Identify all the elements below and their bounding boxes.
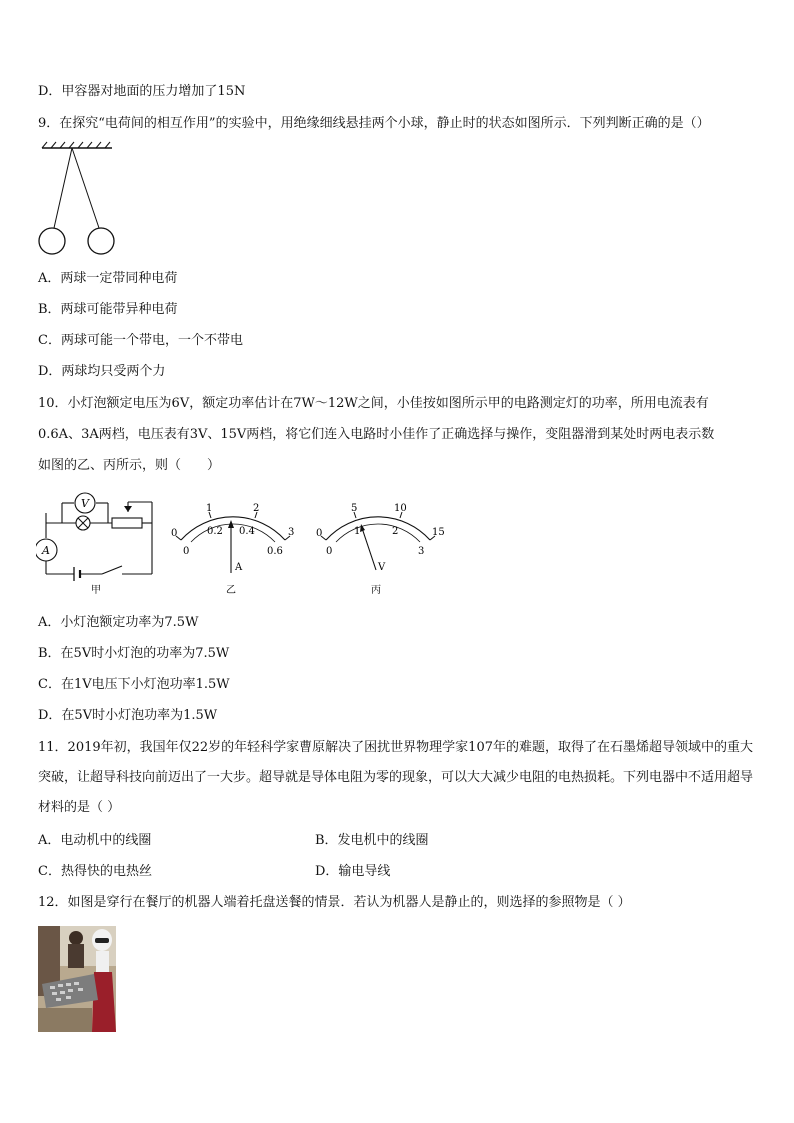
q9-option-b: B．两球可能带异种电荷 [38, 302, 178, 317]
q10-option-c: C．在1V电压下小灯泡功率1.5W [38, 677, 230, 692]
q10-option-b: B．在5V时小灯泡的功率为7.5W [38, 646, 230, 661]
voltmeter-caption: 丙 [371, 585, 381, 596]
voltmeter-inner-tick-3: 3 [418, 546, 425, 557]
q11-option-a: A．电动机中的线圈 [38, 833, 152, 848]
q9-option-d: D．两球均只受两个力 [38, 364, 166, 379]
q8-option-d: D．甲容器对地面的压力增加了15N [38, 84, 246, 99]
q12-stem: 12．如图是穿行在餐厅的机器人端着托盘送餐的情景．若认为机器人是静止的，则选择的参照物是（ ） [38, 895, 631, 910]
q11-stem: 11．2019年初，我国年仅22岁的年轻科学家曹原解决了困扰世界物理学家107年的难题，取得了在石墨烯超导领域中的重大突破，让超导科技向前迈出了一大步。超导就是导体电阻为零的现象，可以大大减少电阻的电热损耗。下列电器中不适用超导材料的是（ ） [38, 740, 754, 815]
q10-stem-line-1: 10．小灯泡额定电压为6V，额定功率估计在7W～12W之间，小佳按如图所示甲的电路测定灯的功率，所用电流表有 [38, 396, 709, 411]
ammeter-symbol-label: A [42, 544, 50, 557]
q11-option-c: C．热得快的电热丝 [38, 864, 152, 879]
voltmeter-outer-tick-15: 15 [432, 527, 445, 538]
ammeter-inner-tick-0: 0 [183, 546, 190, 557]
voltmeter-needle-label: V [378, 562, 386, 573]
voltmeter-outer-tick-0: 0 [316, 528, 323, 539]
ammeter-outer-tick-3: 3 [288, 527, 295, 538]
q10-stem-line-3: 如图的乙、丙所示，则（ ） [38, 458, 221, 473]
q10-voltmeter-dial [306, 498, 448, 598]
ammeter-inner-tick-3: 0.6 [267, 546, 283, 557]
voltmeter-inner-tick-2: 2 [392, 526, 399, 537]
q9-option-a: A．两球一定带同种电荷 [38, 271, 178, 286]
voltmeter-symbol-label: V [81, 497, 89, 510]
ammeter-inner-tick-2: 0.4 [239, 526, 255, 537]
q9-stem: 9．在探究“电荷间的相互作用”的实验中，用绝缘细线悬挂两个小球，静止时的状态如图所示．下列判断正确的是（） [38, 116, 710, 131]
ammeter-caption: 乙 [226, 585, 236, 596]
voltmeter-outer-tick-10: 10 [394, 503, 407, 514]
q11-option-d: D．输电导线 [315, 864, 391, 879]
voltmeter-inner-tick-0: 0 [326, 546, 333, 557]
q10-ammeter-dial [163, 498, 303, 598]
circuit-caption: 甲 [91, 585, 101, 596]
voltmeter-inner-tick-1: 1 [354, 526, 361, 537]
q10-stem-line-2: 0.6A、3A两档，电压表有3V、15V两档，将它们连入电路时小佳作了正确选择与操作，变阻器滑到某处时两电表示数 [38, 427, 715, 442]
q9-option-c: C．两球可能一个带电，一个不带电 [38, 333, 243, 348]
ammeter-outer-tick-1: 1 [206, 503, 213, 514]
q10-circuit-diagram [36, 490, 158, 598]
q9-figure-hanging-balls [36, 140, 120, 260]
voltmeter-outer-tick-5: 5 [351, 503, 358, 514]
q10-option-d: D．在5V时小灯泡功率为1.5W [38, 708, 218, 723]
ammeter-outer-tick-2: 2 [253, 503, 260, 514]
q11-option-b: B．发电机中的线圈 [315, 833, 429, 848]
ammeter-needle-label: A [235, 562, 243, 573]
q12-robot-waiter-photo [38, 926, 116, 1032]
ammeter-inner-tick-1: 0.2 [207, 526, 223, 537]
ammeter-outer-tick-0: 0 [171, 528, 178, 539]
q10-option-a: A．小灯泡额定功率为7.5W [38, 615, 199, 630]
